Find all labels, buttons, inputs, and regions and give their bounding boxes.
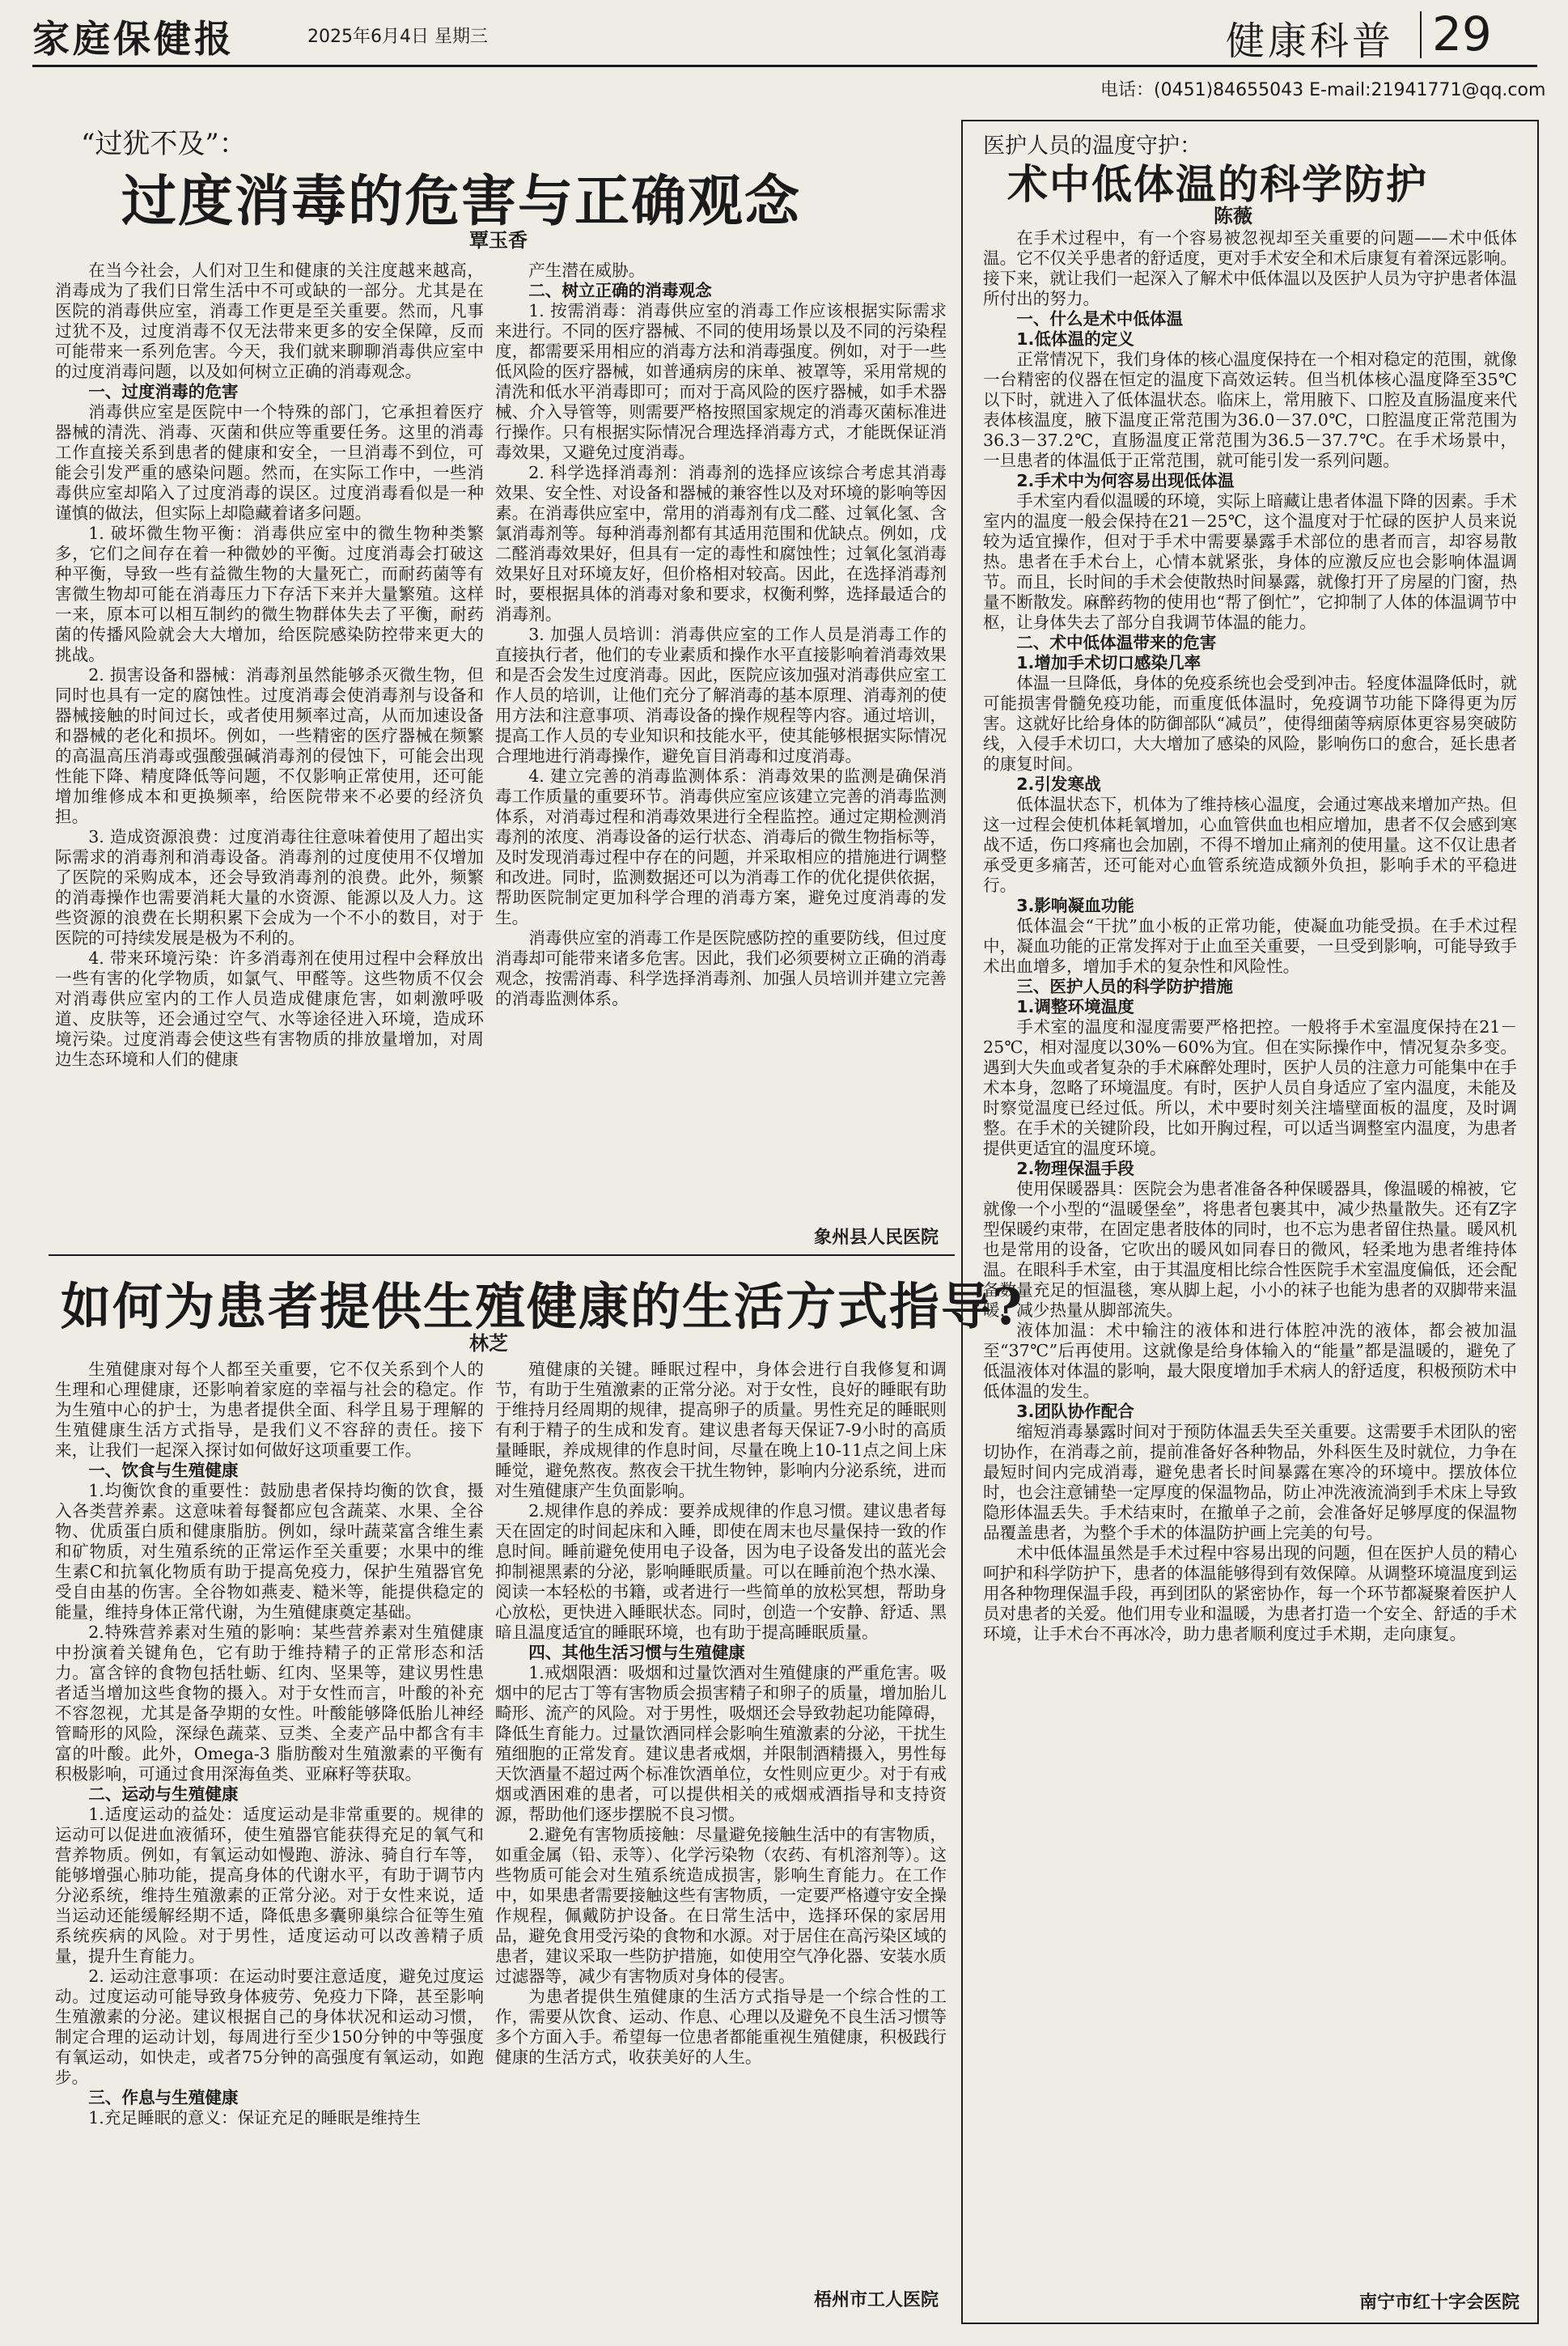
article2-author: 林芝 — [469, 1331, 508, 1355]
article-divider — [49, 1254, 955, 1256]
section-heading: 二、树立正确的消毒观念 — [528, 281, 712, 300]
paragraph: 2.特殊营养素对生殖的影响：某些营养素对生殖健康中扮演着关键角色，它有助于维持精子的正常形态和活力。富含锌的食物包括牡蛎、红肉、坚果等，建议男性患者适当增加这些食物的摄入。对于女性而言，叶酸的补充不容忽视，尤其是备孕期的女性。叶酸能够降低胎儿神经管畸形的风险，深绿色蔬菜、豆类、全麦产品中都含有丰富的叶酸。此外，Omega-3 脂肪酸对生殖激素的平衡有积极影响，可通过食用深海鱼类、亚麻籽等获取。 — [55, 1623, 484, 1784]
paragraph: 正常情况下，我们身体的核心温度保持在一个相对稳定的范围，就像一台精密的仪器在恒定的温度下高效运转。但当机体核心温度降至35℃以下时，就进入了低体温状态。临床上，常用腋下、口腔及直肠温度来代表体核温度，腋下温度正常范围为36.0－37.0℃，口腔温度正常范围为36.3－37.2℃，直肠温度正常范围为36.5－37.7℃。在手术场景中，一旦患者的体温低于正常范围，就可能引发一系列问题。 — [983, 350, 1517, 470]
section-heading: 三、医护人员的科学防护措施 — [1016, 977, 1233, 996]
paragraph: 4. 带来环境污染：许多消毒剂在使用过程中会释放出一些有害的化学物质，如氯气、甲醛等。这些物质不仅会对消毒供应室内的工作人员造成健康危害，如刺激呼吸道、皮肤等，还会通过空气、水等途径进入环境，造成环境污染。过度消毒会使这些有害物质的排放量增加，对周边生态环境和人们的健康 — [55, 948, 484, 1069]
section-heading: 四、其他生活习惯与生殖健康 — [528, 1643, 745, 1662]
paragraph: 1.充足睡眠的意义：保证充足的睡眠是维持生 — [88, 2108, 422, 2128]
paragraph: 1. 破坏微生物平衡：消毒供应室中的微生物种类繁多，它们之间存在着一种微妙的平衡。过度消毒会打破这种平衡，导致一些有益微生物的大量死亡，而耐药菌等有害微生物却可能在消毒压力下存活下来并大量繁殖。这样一来，原本可以相互制约的微生物群体失去了平衡，耐药菌的传播风险就会大大增加，给医院感染防控带来更大的挑战。 — [55, 524, 484, 664]
paragraph: 1.戒烟限酒：吸烟和过量饮酒对生殖健康的严重危害。吸烟中的尼古丁等有害物质会损害精子和卵子的质量，增加胎儿畸形、流产的风险。对于男性，吸烟还会导致勃起功能障碍，降低生育能力。过量饮酒同样会影响生殖激素的分泌，干扰生殖细胞的正常发育。建议患者戒烟，并限制酒精摄入，男性每天饮酒量不超过两个标准饮酒单位，女性则应更少。对于有戒烟或酒困难的患者，可以提供相关的戒烟戒酒指导和支持资源，帮助他们逐步摆脱不良习惯。 — [495, 1663, 947, 1824]
section-heading: 一、饮食与生殖健康 — [88, 1461, 239, 1480]
article3-kicker: 医护人员的温度守护： — [983, 134, 1201, 159]
subsection-heading: 2.引发寒战 — [1016, 774, 1101, 794]
subsection-heading: 2.物理保温手段 — [1016, 1159, 1134, 1178]
article3-organization: 南宁市红十字会医院 — [1358, 2293, 1519, 2313]
paragraph: 2.规律作息的养成：要养成规律的作息习惯。建议患者每天在固定的时间起床和入睡，即使在周末也尽量保持一致的作息时间。睡前避免使用电子设备，因为电子设备发出的蓝光会抑制褪黑素的分泌，影响睡眠质量。可以在睡前泡个热水澡、阅读一本轻松的书籍，或者进行一些简单的放松冥想，帮助身心放松，更快进入睡眠状态。同时，创造一个安静、舒适、黑暗且温度适宜的睡眠环境，也有助于提高睡眠质量。 — [495, 1501, 947, 1642]
article3-body — [983, 228, 1517, 2276]
paragraph: 体温一旦降低，身体的免疫系统也会受到冲击。轻度体温降低时，就可能损害骨髓免疫功能，而重度低体温时，免疫调节功能下降得更为厉害。这就好比给身体的防御部队“减员”，使得细菌等病原体更容易突破防线，入侵手术切口，大大增加了感染的风险，影响伤口的愈合，延长患者的康复时间。 — [983, 673, 1517, 774]
page-number: 29 — [1432, 6, 1492, 62]
paragraph: 3. 加强人员培训：消毒供应室的工作人员是消毒工作的直接执行者，他们的专业素质和操作水平直接影响着消毒效果和是否会发生过度消毒。因此，医院应该加强对消毒供应室工作人员的培训，让他们充分了解消毒的基本原理、消毒剂的使用方法和注意事项、消毒设备的操作规程等内容。通过培训，提高工作人员的专业知识和技能水平，使其能够根据实际情况合理地进行消毒操作，避免盲目消毒和过度消毒。 — [495, 625, 947, 766]
paragraph: 液体加温：术中输注的液体和进行体腔冲洗的液体，都会被加温至“37℃”后再使用。这就像是给身体输入的“能量”都是温暖的，避免了低温液体对体温的影响，最大限度增加手术病人的舒适度，积极预防术中低体温的发生。 — [983, 1321, 1517, 1401]
section-title: 健康科普 — [1226, 19, 1395, 64]
paragraph: 2. 损害设备和器械：消毒剂虽然能够杀灭微生物，但同时也具有一定的腐蚀性。过度消毒会使消毒剂与设备和器械接触的时间过长，或者使用频率过高，从而加速设备和器械的老化和损坏。例如，一些精密的医疗器械在频繁的高温高压消毒或强酸强碱消毒剂的侵蚀下，可能会出现性能下降、精度降低等问题，不仅影响正常使用，还可能增加维修成本和更换频率，给医院带来不必要的经济负担。 — [55, 665, 484, 826]
article2-column-1 — [55, 1360, 484, 2310]
paragraph: 在手术过程中，有一个容易被忽视却至关重要的问题——术中低体温。它不仅关乎患者的舒适度，更对手术安全和术后康复有着深远影响。接下来，就让我们一起深入了解术中低体温以及医护人员为守护患者体温所付出的努力。 — [983, 228, 1517, 308]
paragraph: 2.避免有害物质接触：尽量避免接触生活中的有害物质，如重金属（铅、汞等）、化学污染物（农药、有机溶剂等）。这些物质可能会对生殖系统造成损害，影响生育能力。在工作中，如果患者需要接触这些有害物质，一定要严格遵守安全操作规程，佩戴防护设备。在日常生活中，选择环保的家居用品，避免食用受污染的食物和水源。对于居住在高污染区域的患者，建议采取一些防护措施，如使用空气净化器、安装水质过滤器等，减少有害物质对身体的侵害。 — [495, 1825, 947, 1986]
paragraph: 为患者提供生殖健康的生活方式指导是一个综合性的工作，需要从饮食、运动、作息、心理以及避免不良生活习惯等多个方面入手。希望每一位患者都能重视生殖健康，积极践行健康的生活方式，收获美好的人生。 — [495, 1987, 947, 2067]
subsection-heading: 2.手术中为何容易出现低体温 — [1016, 471, 1235, 490]
article2-column-2 — [495, 1360, 947, 2282]
paragraph: 1.适度运动的益处：适度运动是非常重要的。规律的运动可以促进血液循环，使生殖器官能获得充足的氧气和营养物质。例如，有氧运动如慢跑、游泳、骑自行车等，能够增强心肺功能，提高身体的代谢水平，有助于调节内分泌系统，维持生殖激素的正常分泌。对于女性来说，适当运动还能缓解经期不适，降低患多囊卵巢综合征等生殖系统疾病的风险。对于男性，适度运动可以改善精子质量，提升生育能力。 — [55, 1805, 484, 1966]
article1-title: 过度消毒的危害与正确观念 — [121, 169, 802, 234]
paragraph: 2. 运动注意事项：在运动时要注意适度，避免过度运动。过度运动可能导致身体疲劳、免疫力下降，甚至影响生殖激素的分泌。建议根据自己的身体状况和运动习惯，制定合理的运动计划，每周进行至少150分钟的中等强度有氧运动，如快走，或者75分钟的高强度有氧运动，如跑步。 — [55, 1966, 484, 2087]
paragraph: 3. 造成资源浪费：过度消毒往往意味着使用了超出实际需求的消毒剂和消毒设备。消毒剂的过度使用不仅增加了医院的采购成本，还会导致消毒剂的浪费。此外，频繁的消毒操作也需要消耗大量的水资源、能源以及人力。这些资源的浪费在长期积累下会成为一个不小的数目，对于医院的可持续发展是极为不利的。 — [55, 827, 484, 948]
section-heading: 三、作息与生殖健康 — [88, 2088, 239, 2107]
section-heading: 一、过度消毒的危害 — [88, 382, 239, 401]
paragraph: 消毒供应室的消毒工作是医院感防控的重要防线，但过度消毒却可能带来诸多危害。因此，我们必须要树立正确的消毒观念，按需消毒、科学选择消毒剂、加强人员培训并建立完善的消毒监测体系。 — [495, 928, 947, 1008]
issue-date: 2025年6月4日 星期三 — [307, 27, 488, 47]
article2-organization: 梧州市工人医院 — [813, 2290, 939, 2310]
newspaper-name: 家庭保健报 — [32, 17, 235, 61]
paragraph: 低体温状态下，机体为了维持核心温度，会通过寒战来增加产热。但这一过程会使机体耗氧增加，心血管供血也相应增加，患者不仅会感到寒战不适，伤口疼痛也会加剧，不得不增加止痛剂的使用量。这不仅让患者承受更多痛苦，还可能对心血管系统造成额外负担，影响手术的平稳进行。 — [983, 795, 1517, 895]
subsection-heading: 3.团队协作配合 — [1016, 1402, 1134, 1421]
paragraph: 手术室内看似温暖的环境，实际上暗藏让患者体温下降的因素。手术室内的温度一般会保持在21－25℃，这个温度对于忙碌的医护人员来说较为适宜操作，但对于手术中需要暴露手术部位的患者而言，却容易散热。患者在手术台上，心情本就紧张，身体的应激反应也会影响体温调节。而且，长时间的手术会使散热时间暴露，就像打开了房屋的门窗，热量不断散发。麻醉药物的使用也“帮了倒忙”，它抑制了人体的体温调节中枢，让身体失去了部分自我调节体温的能力。 — [983, 491, 1517, 632]
subsection-heading: 1.增加手术切口感染几率 — [1016, 653, 1201, 672]
paragraph: 使用保暖器具：医院会为患者准备各种保暖器具，像温暖的棉被，它就像一个小型的“温暖堡垒”，将患者包裹其中，减少热量散失。还有Z字型保暖约束带，在固定患者肢体的同时，也不忘为患者留住热量。暖风机也是常用的设备，它吹出的暖风如同春日的微风，轻柔地为患者维持体温。在眼科手术室，由于其温度相比综合性医院手术室温度偏低，还会配备数量充足的恒温毯，寒从脚上起，小小的袜子也能为患者的双脚带来温暖，减少热量从脚部流失。 — [983, 1179, 1517, 1320]
section-heading: 一、什么是术中低体温 — [1016, 309, 1184, 329]
paragraph: 1.均衡饮食的重要性：鼓励患者保持均衡的饮食，摄入各类营养素。这意味着每餐都应包含蔬菜、水果、全谷物、优质蛋白质和健康脂肪。例如，绿叶蔬菜富含维生素和矿物质，对生殖系统的正常运作至关重要；水果中的维生素C和抗氧化物质有助于提高免疫力，保护生殖器官免受自由基的伤害。全谷物如燕麦、糙米等，能提供稳定的能量，维持身体正常代谢，为生殖健康奠定基础。 — [55, 1481, 484, 1622]
article1-organization: 象州县人民医院 — [813, 1228, 939, 1248]
paragraph: 4. 建立完善的消毒监测体系：消毒效果的监测是确保消毒工作质量的重要环节。消毒供应室应该建立完善的消毒监测体系，对消毒过程和消毒效果进行全程监控。通过定期检测消毒剂的浓度、消毒设备的运行状态、消毒后的微生物指标等，及时发现消毒过程中存在的问题，并采取相应的措施进行调整和改进。同时，监测数据还可以为消毒工作的优化提供依据，帮助医院制定更加科学合理的消毒方案，避免过度消毒的发生。 — [495, 766, 947, 927]
paragraph: 术中低体温虽然是手术过程中容易出现的问题，但在医护人员的精心呵护和科学防护下，患者的体温能够得到有效保障。从调整环境温度到运用各种物理保温手段，再到团队的紧密协作，每一个环节都凝聚着医护人员对患者的关爱。他们用专业和温暖，为患者打造一个安全、舒适的手术环境，让手术台不再冰冷，助力患者顺利度过手术期，走向康复。 — [983, 1543, 1517, 1644]
article1-author: 覃玉香 — [469, 228, 528, 252]
subsection-heading: 3.影响凝血功能 — [1016, 896, 1134, 915]
paragraph: 2. 科学选择消毒剂：消毒剂的选择应该综合考虑其消毒效果、安全性、对设备和器械的兼容性以及对环境的影响等因素。在消毒供应室中，常用的消毒剂有戊二醛、过氧化氢、含氯消毒剂等。每种消毒剂都有其适用范围和优缺点。例如，戊二醛消毒效果好，但具有一定的毒性和腐蚀性；过氧化氢消毒效果好且对环境友好，但价格相对较高。因此，在选择消毒剂时，要根据具体的消毒对象和要求，权衡利弊，选择最适合的消毒剂。 — [495, 463, 947, 624]
article1-kicker: “过犹不及”： — [81, 128, 247, 160]
section-heading: 二、运动与生殖健康 — [88, 1784, 239, 1804]
paragraph: 手术室的温度和湿度需要严格把控。一般将手术室温度保持在21－25℃，相对湿度以30%－60%为宜。但在实际操作中，情况复杂多变。遇到大失血或者复杂的手术麻醉处理时，医护人员的注意力可能集中在手术本身，忽略了环境温度。有时，医护人员自身适应了室内温度，未能及时察觉温度已经过低。所以，术中要时刻关注墙壁面板的温度，及时调整。在手术的关键阶段，比如开胸过程，可以适当调整室内温度，为患者提供更适宜的温度环境。 — [983, 1017, 1517, 1158]
article2-title: 如何为患者提供生殖健康的生活方式指导? — [61, 1277, 1024, 1336]
paragraph: 消毒供应室是医院中一个特殊的部门，它承担着医疗器械的清洗、消毒、灭菌和供应等重要任务。这里的消毒工作直接关系到患者的健康和安全，一旦消毒不到位，可能会引发严重的感染问题。然而，在实际工作中，一些消毒供应室却陷入了过度消毒的误区。过度消毒看似是一种谨慎的做法，但实际上却隐藏着诸多问题。 — [55, 402, 484, 523]
subsection-heading: 1.低体温的定义 — [1016, 329, 1134, 349]
paragraph: 缩短消毒暴露时间对于预防体温丢失至关重要。这需要手术团队的密切协作，在消毒之前，提前准备好各种物品，外科医生及时就位，力争在最短时间内完成消毒，避免患者长时间暴露在寒冷的环境中。摆放体位时，也会注意铺垫一定厚度的保温物品，防止冲洗液流淌到手术床上导致隐形体温丢失。手术结束时，在撤单子之前，会准备好足够厚度的保温物品覆盖患者，为整个手术的体温防护画上完美的句号。 — [983, 1422, 1517, 1542]
paragraph: 低体温会“干扰”血小板的正常功能，使凝血功能受损。在手术过程中，凝血功能的正常发挥对于止血至关重要，一旦受到影响，可能导致手术出血增多，增加手术的复杂性和风险性。 — [983, 916, 1517, 976]
subsection-heading: 1.调整环境温度 — [1016, 997, 1134, 1016]
masthead-separator — [1420, 11, 1422, 58]
paragraph: 产生潜在威胁。 — [528, 261, 646, 280]
section-heading: 二、术中低体温带来的危害 — [1016, 633, 1217, 652]
article1-column-1 — [55, 261, 484, 1224]
paragraph: 生殖健康对每个人都至关重要，它不仅关系到个人的生理和心理健康，还影响着家庭的幸福与社会的稳定。作为生殖中心的护士，为患者提供全面、科学且易于理解的生殖健康生活方式指导，是我们义不容辞的责任。接下来，让我们一起深入探讨如何做好这项重要工作。 — [55, 1360, 484, 1460]
paragraph: 殖健康的关键。睡眠过程中，身体会进行自我修复和调节，有助于生殖激素的正常分泌。对于女性，良好的睡眠有助于维持月经周期的规律，提高卵子的质量。男性充足的睡眠则有利于精子的生成和发育。建议患者每天保证7-9小时的高质量睡眠，养成规律的作息时间，尽量在晚上10-11点之间上床睡觉，避免熬夜。熬夜会干扰生物钟，影响内分泌系统，进而对生殖健康产生负面影响。 — [495, 1360, 947, 1500]
article1-column-2 — [495, 261, 947, 1224]
contact-line: 电话：(0451)84655043 E-mail:21941771@qq.com — [1100, 80, 1546, 100]
article3-author: 陈薇 — [1214, 204, 1252, 227]
article3-title: 术中低体温的科学防护 — [1007, 160, 1428, 208]
paragraph: 在当今社会，人们对卫生和健康的关注度越来越高，消毒成为了我们日常生活中不可或缺的一部分。尤其是在医院的消毒供应室，消毒工作更是至关重要。然而，凡事过犹不及，过度消毒不仅无法带来更多的安全保障，反而可能带来一系列危害。今天，我们就来聊聊消毒供应室中的过度消毒问题，以及如何树立正确的消毒观念。 — [55, 261, 484, 381]
masthead-rule — [32, 65, 1537, 67]
paragraph: 1. 按需消毒：消毒供应室的消毒工作应该根据实际需求来进行。不同的医疗器械、不同的使用场景以及不同的污染程度，都需要采用相应的消毒方法和消毒强度。例如，对于一些低风险的医疗器械，如普通病房的床单、被罩等，采用常规的清洗和低水平消毒即可；而对于高风险的医疗器械，如手术器械、介入导管等，则需要严格按照国家规定的消毒灭菌标准进行操作。只有根据实际情况合理选择消毒方式，才能既保证消毒效果，又避免过度消毒。 — [495, 301, 947, 462]
